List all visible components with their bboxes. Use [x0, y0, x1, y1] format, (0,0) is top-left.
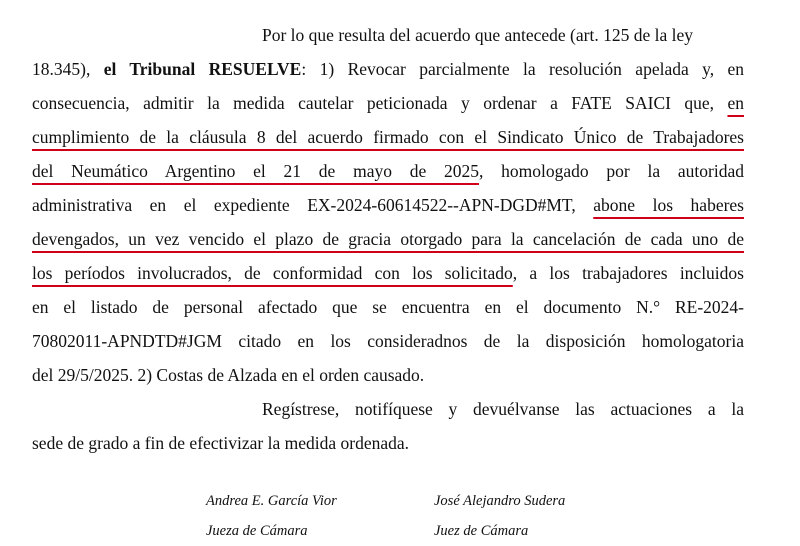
text-line-6: [32, 192, 744, 226]
underlined-text: abone los haberes: [593, 195, 744, 215]
text-line-9: en el listado de personal afectado que se encuentra en el documento N.° RE-2024-: [32, 297, 744, 317]
underlined-text: devengados, un vez vencido el plazo de gracia otorgado para la cancelación de cada uno de: [32, 229, 744, 249]
text-line-12: Regístrese, notifíquese y devuélvanse las actuaciones a la: [262, 399, 744, 419]
signer-title: Jueza de Cámara: [206, 523, 308, 539]
text-span: 18.345),: [32, 59, 104, 79]
text-line-2: [32, 56, 744, 90]
text-span: : 1) Revocar parcialmente la resolución apelada y, en: [301, 59, 745, 79]
underlined-text: del Neumático Argentino el 21 de mayo de 2025: [32, 161, 480, 181]
text-line-11: del 29/5/2025. 2) Costas de Alzada en el orden causado.: [32, 365, 425, 385]
signer-title: Juez de Cámara: [434, 523, 529, 539]
text-line-7: [32, 226, 744, 260]
signer-name: José Alejandro Sudera: [434, 493, 566, 509]
text-line-3: [32, 90, 744, 124]
text-line-8: [32, 260, 744, 294]
text-line-5: [32, 158, 744, 192]
signer-name: Andrea E. García Vior: [206, 493, 337, 509]
text-span: consecuencia, admitir la medida cautelar peticionada y ordenar a FATE SAICI que,: [32, 93, 728, 113]
text-line-13: sede de grado a fin de efectivizar la medida ordenada.: [32, 433, 410, 453]
signature-block: [434, 486, 565, 546]
underlined-text: los períodos involucrados, de conformidad con los solicitado: [32, 263, 513, 283]
text-span: , homologado por la autoridad: [479, 161, 744, 181]
resolution-text: [32, 22, 744, 464]
text-span: , a los trabajadores incluidos: [512, 263, 744, 283]
text-line-4: [32, 124, 744, 158]
text-line-10: 70802011-APNDTD#JGM citado en los consideradnos de la disposición homologatoria: [32, 331, 744, 351]
bold-resolves: el Tribunal RESUELVE: [103, 59, 302, 79]
underlined-text: en: [727, 93, 744, 113]
text-line-1: Por lo que resulta del acuerdo que antecede (art. 125 de la ley: [262, 25, 693, 45]
text-span: administrativa en el expediente EX-2024-60614522--APN-DGD#MT,: [32, 195, 594, 215]
underlined-text: cumplimiento de la cláusula 8 del acuerdo firmado con el Sindicato Único de Trabajadores: [32, 127, 744, 147]
signature-block: [206, 486, 337, 546]
